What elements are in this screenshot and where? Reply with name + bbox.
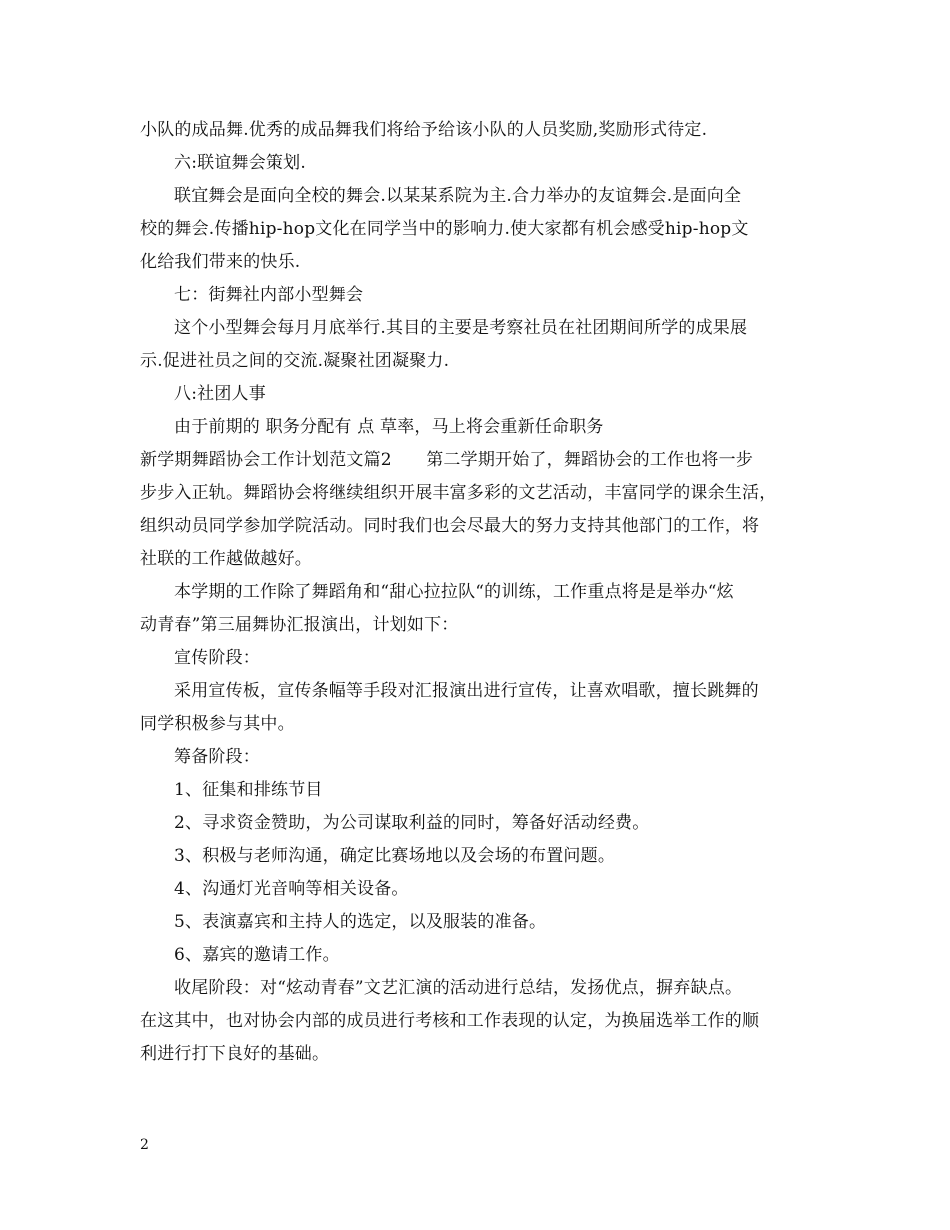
document-body [140, 114, 830, 1071]
text-line: 筹备阶段： [174, 747, 260, 767]
text-line: 5、表演嘉宾和主持人的选定，以及服装的准备。 [174, 912, 547, 932]
text-line: 2、寻求资金赞助，为公司谋取利益的同时，筹备好活动经费。 [174, 813, 650, 833]
text-line: 在这其中，也对协会内部的成员进行考核和工作表现的认定，为换届选举工作的顺 [140, 1011, 760, 1031]
text-line: 利进行打下良好的基础。 [140, 1044, 330, 1064]
text-line: 示.促进社员之间的交流.凝聚社团凝聚力. [140, 351, 450, 371]
text-line: 同学积极参与其中。 [140, 714, 295, 734]
text-line: 联宜舞会是面向全校的舞会.以某某系院为主.合力举办的友谊舞会.是面向全 [174, 186, 742, 206]
text-line: 由于前期的 职务分配有 点 草率，马上将会重新任命职务 [174, 417, 604, 437]
text-line: 这个小型舞会每月月底举行.其目的主要是考察社员在社团期间所学的成果展 [174, 318, 748, 338]
text-line: 3、积极与老师沟通，确定比赛场地以及会场的布置问题。 [174, 846, 616, 866]
text-line: 小队的成品舞.优秀的成品舞我们将给予给该小队的人员奖励,奖励形式待定. [140, 120, 708, 140]
text-line: 动青春”第三届舞协汇报演出，计划如下： [140, 615, 459, 635]
text-line: 收尾阶段：对“炫动青春”文艺汇演的活动进行总结，发扬优点，摒弃缺点。 [174, 978, 743, 998]
text-line: 社联的工作越做越好。 [140, 549, 312, 569]
text-line: 化给我们带来的快乐. [140, 252, 301, 272]
text-line: 4、沟通灯光音响等相关设备。 [174, 879, 409, 899]
text-line: 本学期的工作除了舞蹈角和“甜心拉拉队“的训练，工作重点将是是举办“炫 [174, 582, 734, 602]
text-line: 步步入正轨。舞蹈协会将继续组织开展丰富多彩的文艺活动，丰富同学的课余生活， [140, 483, 777, 503]
text-line: 八:社团人事 [174, 384, 266, 404]
text-line: 六:联谊舞会策划. [174, 153, 306, 173]
text-line: 七：街舞社内部小型舞会 [174, 285, 364, 305]
text-line: 1、征集和排练节目 [174, 780, 323, 800]
text-line: 组织动员同学参加学院活动。同时我们也会尽最大的努力支持其他部门的工作，将 [140, 516, 760, 536]
text-line: 宣传阶段： [174, 648, 260, 668]
text-line: 新学期舞蹈协会工作计划范文篇2 第二学期开始了，舞蹈协会的工作也将一步 [140, 450, 754, 470]
text-line: 校的舞会.传播hip-hop文化在同学当中的影响力.使大家都有机会感受hip-hop文 [140, 219, 749, 239]
text-line: 采用宣传板，宣传条幅等手段对汇报演出进行宣传，让喜欢唱歌，擅长跳舞的 [174, 681, 759, 701]
text-line: 6、嘉宾的邀请工作。 [174, 945, 340, 965]
page-number: 2 [140, 1137, 149, 1153]
